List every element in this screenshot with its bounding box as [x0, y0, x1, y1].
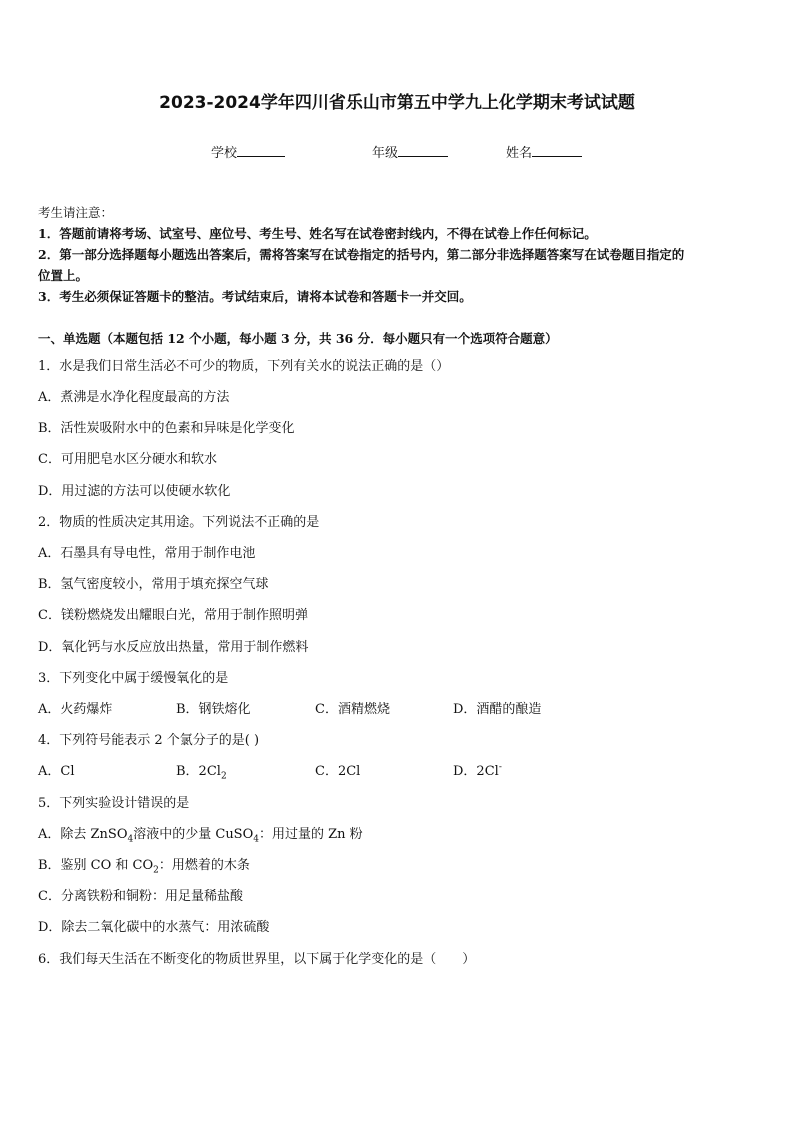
- option-d-text: D．2Cl: [453, 764, 499, 779]
- page-title: 2023-2024学年四川省乐山市第五中学九上化学期末考试试题: [159, 93, 635, 113]
- option-a-text: A．除去 ZnSO: [38, 827, 128, 842]
- option-d: D．酒醋的酿造: [453, 702, 542, 717]
- option-b: [38, 854, 250, 876]
- subscript: 2: [153, 865, 159, 876]
- question-stem: 5．下列实验设计错误的是: [38, 796, 190, 811]
- grade-blank: [398, 144, 448, 157]
- option-c: C．可用肥皂水区分硬水和软水: [38, 452, 217, 467]
- option-b-text: B．2Cl: [176, 764, 221, 779]
- subscript: 4: [127, 834, 134, 845]
- question-stem: 6．我们每天生活在不断变化的物质世界里，以下属于化学变化的是（ ）: [38, 952, 476, 967]
- superscript: -: [498, 762, 502, 773]
- grade-field: [372, 142, 448, 161]
- grade-label: 年级: [372, 146, 399, 161]
- question-stem: 4．下列符号能表示 2 个氯分子的是( ): [38, 733, 260, 748]
- question-stem: 2．物质的性质决定其用途。下列说法不正确的是: [38, 515, 320, 530]
- notice-item: 2．第一部分选择题每小题选出答案后，需将答案写在试卷指定的括号内，第二部分非选择题答案写在试卷题目指定的: [38, 247, 685, 262]
- section-heading: 一、单选题（本题包括 12 个小题，每小题 3 分，共 36 分．每小题只有一个选项符合题意）: [38, 331, 558, 346]
- name-label: 姓名: [506, 146, 533, 161]
- option-c: C．镁粉燃烧发出耀眼白光，常用于制作照明弹: [38, 608, 308, 623]
- notice-heading: 考生请注意：: [38, 205, 114, 220]
- notice-item: 3．考生必须保证答题卡的整洁。考试结束后，请将本试卷和答题卡一并交回。: [38, 289, 472, 304]
- option-d: D．用过滤的方法可以使硬水软化: [38, 484, 231, 499]
- option-b: B．钢铁熔化: [176, 702, 251, 717]
- name-field: [506, 142, 582, 161]
- option-b: B．氢气密度较小，常用于填充探空气球: [38, 577, 269, 592]
- school-field: [211, 142, 285, 161]
- option-a: [38, 823, 363, 845]
- subscript: 2: [220, 771, 227, 782]
- option-a-text: ：用过量的 Zn 粉: [258, 827, 363, 842]
- question-stem: 1．水是我们日常生活必不可少的物质，下列有关水的说法正确的是（）: [38, 359, 450, 374]
- option-a: A．石墨具有导电性，常用于制作电池: [38, 546, 256, 561]
- option-b: [176, 760, 227, 782]
- question-stem: 3．下列变化中属于缓慢氧化的是: [38, 671, 229, 686]
- option-a: A．火药爆炸: [38, 702, 113, 717]
- notice-item: 1．答题前请将考场、试室号、座位号、考生号、姓名写在试卷密封线内，不得在试卷上作任何标记。: [38, 226, 597, 241]
- option-c: C．分离铁粉和铜粉：用足量稀盐酸: [38, 889, 243, 904]
- school-label: 学校: [211, 146, 238, 161]
- option-a: A．Cl: [38, 764, 75, 779]
- option-c: C．酒精燃烧: [315, 702, 390, 717]
- school-blank: [237, 144, 285, 157]
- option-d: [453, 760, 502, 779]
- option-a: A．煮沸是水净化程度最高的方法: [38, 390, 230, 405]
- subscript: 4: [253, 834, 259, 845]
- name-blank: [532, 144, 582, 157]
- notice-item: 位置上。: [38, 268, 89, 283]
- option-b: B．活性炭吸附水中的色素和异味是化学变化: [38, 421, 295, 436]
- option-b-text: B．鉴别 CO 和 CO: [38, 858, 154, 873]
- option-a-text: 溶液中的少量 CuSO: [133, 827, 254, 842]
- option-d: D．氧化钙与水反应放出热量，常用于制作燃料: [38, 640, 309, 655]
- option-c: C．2Cl: [315, 764, 361, 779]
- option-d: D．除去二氧化碳中的水蒸气：用浓硫酸: [38, 920, 270, 935]
- option-b-text: ：用燃着的木条: [158, 858, 250, 873]
